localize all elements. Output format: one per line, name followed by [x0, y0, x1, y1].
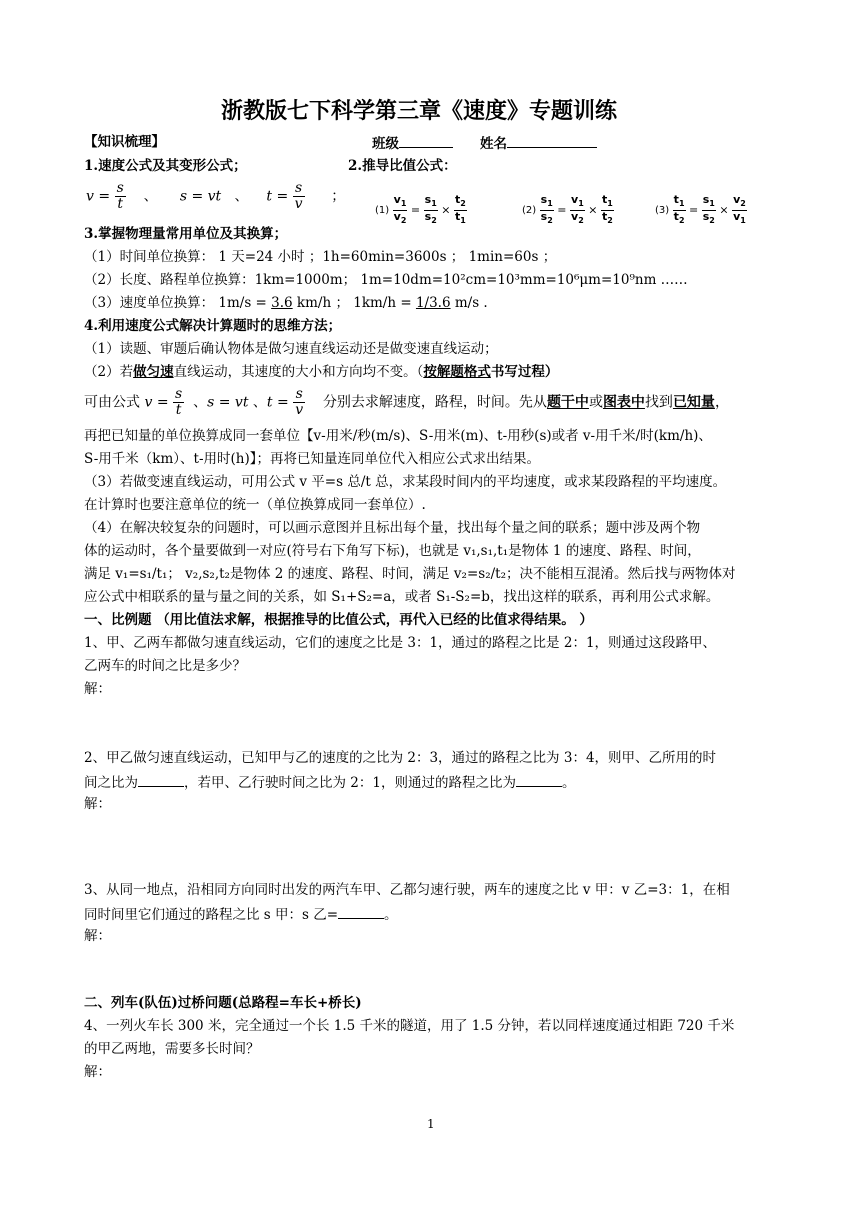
formula-sep-1: 、 [143, 188, 158, 205]
k4-unit-rule-1: 再把已知量的单位换算成同一套单位【v-用米/秒(m/s)、S-用米(m)、t-用秒(s)或者 v-用千米/时(km/h)、 [84, 428, 712, 444]
question-1-line-2: 乙两车的时间之比是多少？ [84, 658, 246, 674]
section-2-heading: 二、列车(队伍)过桥问题(总路程=车长+桥长) [84, 995, 362, 1011]
name-blank [507, 133, 597, 148]
k4-point-4-cont-3: 应公式中相联系的量与量之间的关系，如 S₁+S₂=a，或者 S₁-S₂=b，找出这样的联系，再利用公式求解。 [84, 589, 720, 605]
k4-point-2: （2）若做匀速直线运动，其速度的大小和方向均不变。（按解题格式书写过程） [84, 364, 559, 380]
section-1-heading: 一、比例题 （用比值法求解，根据推导的比值公式，再代入已经的比值求得结果。 ） [84, 612, 593, 628]
question-2-solution-label: 解： [84, 796, 111, 812]
class-field [372, 133, 453, 153]
k4-point-3: （3）若做变速直线运动，可用公式 v 平=s 总/t 总，求某段时间内的平均速度，或求某段路程的平均速度。 [84, 474, 727, 490]
page-number: 1 [427, 1117, 435, 1131]
k4-point-4-cont-1: 体的运动时，各个量要做到一对应(符号右下角写下标)，也就是 v₁,s₁,t₁是物体 1 的速度、路程、时间， [84, 543, 701, 559]
formula-s-over-v: $\frac{s}{v}$ [294, 180, 303, 212]
k2-heading: 2.推导比值公式： [348, 158, 457, 174]
k4-point-1: （1）读题、审题后确认物体是做匀速直线运动还是做变速直线运动； [84, 341, 498, 357]
k4-point-2-formulas: 可由公式 v = $\frac{s}{t}$ 、s = vt 、t = $\frac{s}{v}$ 分别去求解速度，路程，时间。先从题干中或图表中找到已知量， [84, 386, 729, 418]
question-3-line-1: 3、从同一地点，沿相同方向同时出发的两汽车甲、乙都匀速行驶，两车的速度之比 v 甲：v 乙=3：1，在相 [84, 882, 730, 898]
k3-speed-units: （3）速度单位换算： 1m/s = 3.6 km/h ； 1km/h = 1/3.6 m/s . [84, 295, 488, 311]
k4-heading: 4.利用速度公式解决计算题时的思维方法； [84, 318, 342, 334]
ratio-formula-1: (1) $\frac{v_1}{v_2}$ = $\frac{s_1}{s_2}$ × $\frac{t_2}{t_1}$ [375, 193, 466, 226]
page-title: 浙教版七下科学第三章《速度》专题训练 [221, 98, 618, 124]
question-2-blank-2[interactable] [516, 772, 562, 787]
question-4-line-2: 的甲乙两地，需要多长时间？ [84, 1041, 260, 1057]
k4-point-3-cont: 在计算时也要注意单位的统一（单位换算成同一套单位）. [84, 497, 426, 513]
k4-point-4-cont-2: 满足 v₁=s₁/t₁； v₂,s₂,t₂是物体 2 的速度、路程、时间，满足 v₂=s₂/t₂；决不能相互混淆。然后找与两物体对 [84, 566, 736, 582]
class-blank [399, 133, 453, 148]
name-field [480, 133, 597, 153]
formula-v: v [86, 188, 94, 205]
class-label: 班级 [372, 136, 399, 152]
k1-heading: 1.速度公式及其变形公式； [84, 158, 247, 174]
question-4-solution-label: 解： [84, 1064, 111, 1080]
k3-heading: 3.掌握物理量常用单位及其换算； [84, 226, 288, 242]
question-3-blank[interactable] [338, 904, 384, 919]
speed-formulas: v = $\frac{s}{t}$ 、 s = vt 、 t = $\frac{s}{v}$ ； [86, 180, 346, 212]
formula-s-over-t: $\frac{s}{t}$ [116, 180, 124, 212]
k3-length-units: （2）长度、路程单位换算：1km=1000m； 1m=10dm=10²cm=10³mm=10⁶μm=10⁹nm …… [84, 272, 688, 288]
question-1-solution-label: 解： [84, 681, 111, 697]
question-2-line-2: 间之比为 ，若甲、乙行驶时间之比为 2：1，则通过的路程之比为 。 [84, 772, 575, 792]
ratio-formula-2: (2) $\frac{s_1}{s_2}$ = $\frac{v_1}{v_2}$ × $\frac{t_1}{t_2}$ [522, 193, 613, 226]
question-4-line-1: 4、一列火车长 300 米，完全通过一个长 1.5 千米的隧道，用了 1.5 分钟，若以同样速度通过相距 720 千米 [84, 1018, 735, 1034]
k4-unit-rule-2: S-用千米（km）、t-用时(h)】；再将已知量连同单位代入相应公式求出结果。 [84, 451, 540, 467]
question-3-solution-label: 解： [84, 928, 111, 944]
formula-end: ； [331, 188, 346, 205]
question-2-blank-1[interactable] [138, 772, 184, 787]
question-3-line-2: 同时间里它们通过的路程之比 s 甲：s 乙= 。 [84, 904, 398, 924]
formula-s-vt: s = vt [179, 188, 222, 205]
ratio-formula-3: (3) $\frac{t_1}{t_2}$ = $\frac{s_1}{s_2}$ × $\frac{v_2}{v_1}$ [655, 193, 746, 226]
section-knowledge-heading: 【知识梳理】 [84, 134, 165, 150]
k4-point-4: （4）在解决较复杂的问题时，可以画示意图并且标出每个量，找出每个量之间的联系；题中涉及两个物 [84, 520, 701, 536]
question-2-line-1: 2、甲乙做匀速直线运动，已知甲与乙的速度的之比为 2：3，通过的路程之比为 3：4，则甲、乙所用的时 [84, 750, 717, 766]
k3-time-units: （1）时间单位换算： 1 天=24 小时 ；1h=60min=3600s ； 1min=60s ； [84, 249, 557, 265]
formula-sep-2: 、 [234, 188, 249, 205]
question-1-line-1: 1、甲、乙两车都做匀速直线运动，它们的速度之比是 3：1，通过的路程之比是 2：1，则通过这段路甲、 [84, 635, 717, 651]
name-label: 姓名 [480, 136, 507, 152]
